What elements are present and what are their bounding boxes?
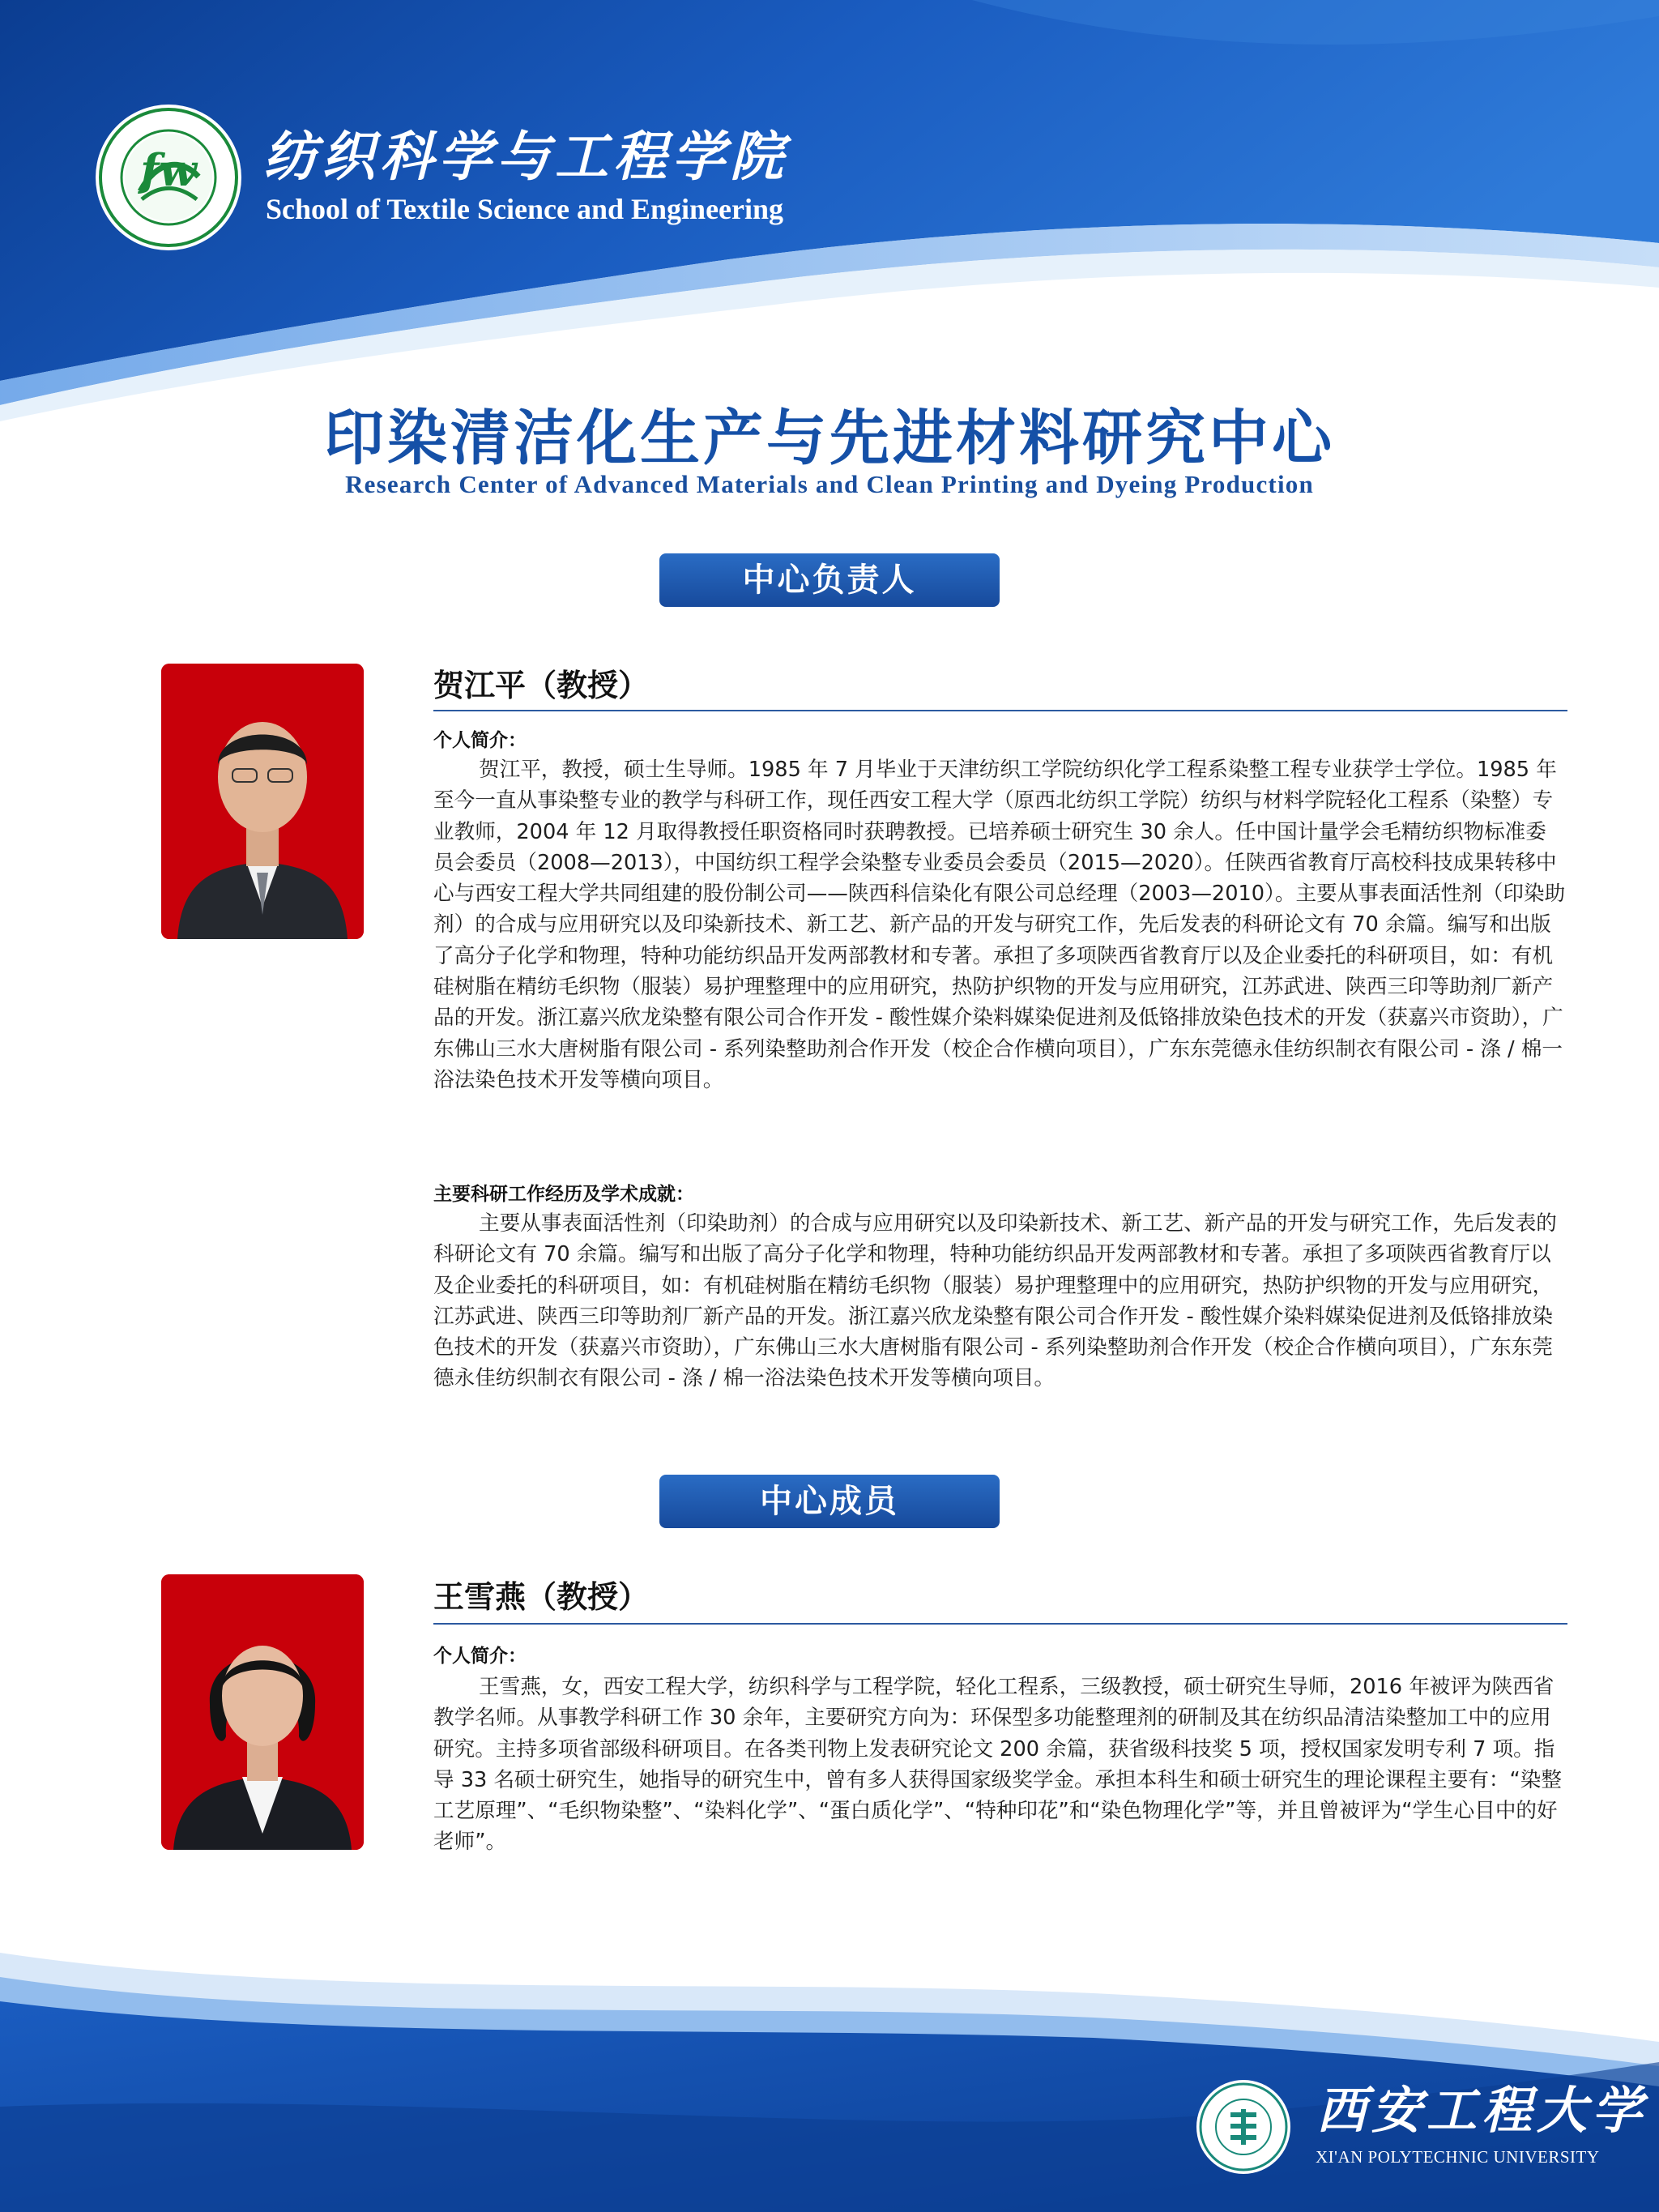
logo-initials: fw xyxy=(140,144,197,196)
university-seal xyxy=(1195,2078,1292,2176)
university-name-en: XI'AN POLYTECHNIC UNIVERSITY xyxy=(1316,2147,1600,2167)
section-label-leader: 中心负责人 xyxy=(659,553,1000,607)
college-name-en: School of Textile Science and Engineering xyxy=(266,193,784,225)
section-label-members: 中心成员 xyxy=(659,1475,1000,1528)
center-title-en: Research Center of Advanced Materials and Clean Printing and Dyeing Production xyxy=(345,470,1314,498)
leader-name-rule xyxy=(433,710,1567,711)
college-logo xyxy=(93,102,244,253)
member-name-rule xyxy=(433,1623,1567,1625)
leader-photo xyxy=(161,664,364,939)
member-profile-text: 王雪燕，女，西安工程大学，纺织科学与工程学院，轻化工程系，三级教授，硕士研究生导师，2016 年被评为陕西省教学名师。从事教学科研工作 30 余年，主要研究方向为：环保型多功能整理剂的研制及其在纺织品清洁染整加工中的应用研究。主持多项省部级科研项目。在各类刊物上发表研究论文 200 余篇，获省级科技奖 5 项，授权国家发明专利 7 项。指导 33 名硕士研究生，她指导的研究生中，曾有多人获得国家级奖学金。承担本科生和硕士研究生的理论课程主要有：“染整工艺原理”、“毛织物染整”、“染料化学”、“蛋白质化学”、“特种印花”和“染色物理化学”等，并且曾被评为“学生心目中的好老师”。 xyxy=(433,1675,1562,1855)
leader-research-text: 主要从事表面活性剂（印染助剂）的合成与应用研究以及印染新技术、新工艺、新产品的开发与研究工作，先后发表的科研论文有 70 余篇。编写和出版了高分子化学和物理，特种功能纺织品开发两部教材和专著。承担了多项陕西省教育厅以及企业委托的科研项目，如：有机硅树脂在精纺毛织物（服装）易护理整理中的应用研究，热防护织物的开发与应用研究，江苏武进、陕西三印等助剂厂新产品的开发。浙江嘉兴欣龙染整有限公司合作开发 - 酸性媒介染料媒染促进剂及低铬排放染色技术的开发（获嘉兴市资助），广东佛山三水大唐树脂有限公司 - 系列染整助剂合作开发（校企合作横向项目），广东东莞德永佳纺织制衣有限公司 - 涤 / 棉一浴法染色技术开发等横向项目。 xyxy=(433,1211,1557,1391)
leader-profile-label: 个人简介： xyxy=(433,730,527,751)
university-name-cn: 西安工程大学 xyxy=(1316,2081,1648,2140)
leader-name: 贺江平（教授） xyxy=(433,668,650,703)
center-title-cn: 印染清洁化生产与先进材料研究中心 xyxy=(324,404,1335,473)
leader-research-label: 主要科研工作经历及学术成就： xyxy=(433,1184,694,1205)
member-photo xyxy=(161,1574,364,1850)
leader-profile-text: 贺江平，教授，硕士生导师。1985 年 7 月毕业于天津纺织工学院纺织化学工程系染整工程专业获学士学位。1985 年至今一直从事染整专业的教学与科研工作，现任西安工程大学（原西北纺织工学院）纺织与材料学院轻化工程系（染整）专业教师，2004 年 12 月取得教授任职资格同时获聘教授。已培养硕士研究生 30 余人。任中国计量学会毛精纺织物标准委员会委员（2008—2013），中国纺织工程学会染整专业委员会委员（2015—2020）。任陕西省教育厅高校科技成果转移中心与西安工程大学共同组建的股份制公司——陕西科信染化有限公司总经理（2003—2010）。主要从事表面活性剂（印染助剂）的合成与应用研究以及印染新技术、新工艺、新产品的开发与研究工作，先后发表的科研论文有 70 余篇。编写和出版了高分子化学和物理，特种功能纺织品开发两部教材和专著。承担了多项陕西省教育厅以及企业委托的科研项目，如：有机硅树脂在精纺毛织物（服装）易护理整理中的应用研究，热防护织物的开发与应用研究，江苏武进、陕西三印等助剂厂新产品的开发。浙江嘉兴欣龙染整有限公司合作开发 - 酸性媒介染料媒染促进剂及低铬排放染色技术的开发（获嘉兴市资助），广东佛山三水大唐树脂有限公司 - 系列染整助剂合作开发（校企合作横向项目），广东东莞德永佳纺织制衣有限公司 - 涤 / 棉一浴法染色技术开发等横向项目。 xyxy=(433,758,1566,1092)
member-profile-label: 个人简介： xyxy=(433,1646,527,1667)
member-name: 王雪燕（教授） xyxy=(433,1579,650,1615)
college-name-cn: 纺织科学与工程学院 xyxy=(263,125,788,188)
